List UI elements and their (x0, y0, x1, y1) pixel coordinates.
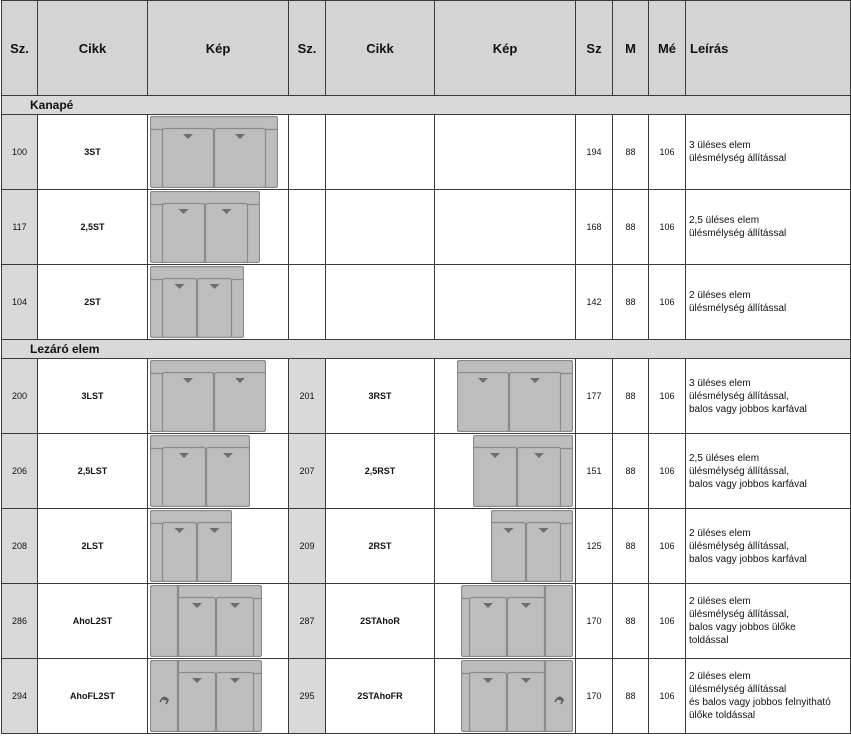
description (686, 659, 851, 734)
image-wrap (437, 585, 573, 657)
item-code-2 (326, 265, 435, 340)
depth-value: 106 (649, 584, 686, 659)
width-value: 168 (576, 190, 613, 265)
item-image-2 (435, 115, 576, 190)
width-value: 125 (576, 509, 613, 584)
description-line: ülésmélység állítással (689, 684, 787, 695)
sofa-top-view-icon (150, 116, 278, 188)
width-value: 194 (576, 115, 613, 190)
table-row (2, 509, 851, 584)
description (686, 434, 851, 509)
item-number-2: 295 (289, 659, 326, 734)
section-title: Kanapé (2, 96, 851, 115)
description-line: balos vagy jobbos karfával (689, 478, 807, 490)
item-number: 286 (2, 584, 38, 659)
header-row (2, 1, 851, 96)
sofa-top-view-icon (150, 360, 266, 432)
item-image (148, 509, 289, 584)
image-wrap (150, 116, 286, 188)
item-code: 2LST (38, 509, 148, 584)
description-line: ülésmélység állítással, (689, 465, 790, 477)
item-image-2 (435, 359, 576, 434)
depth-value: 106 (649, 509, 686, 584)
table-body (2, 96, 851, 734)
item-number-2 (289, 190, 326, 265)
header-width: Sz (576, 1, 613, 96)
sofa-top-view-icon (457, 360, 573, 432)
width-value: 151 (576, 434, 613, 509)
item-number-2: 201 (289, 359, 326, 434)
item-code-2: 2RST (326, 509, 435, 584)
header-sz2: Sz. (289, 1, 326, 96)
description-line: balos vagy jobbos karfával (689, 553, 807, 565)
sofa-top-view-icon (150, 660, 262, 732)
description (686, 265, 851, 340)
image-wrap (150, 585, 286, 657)
image-wrap (150, 435, 286, 507)
width-value: 170 (576, 659, 613, 734)
item-image-2 (435, 584, 576, 659)
item-image-2 (435, 434, 576, 509)
description-line: 2,5 üléses elem (689, 215, 760, 226)
item-code-2: 2,5RST (326, 434, 435, 509)
table-row (2, 584, 851, 659)
depth-value: 106 (649, 659, 686, 734)
image-wrap (437, 435, 573, 507)
header-cikk: Cikk (38, 1, 148, 96)
image-wrap (437, 116, 573, 188)
item-number: 117 (2, 190, 38, 265)
height-value: 88 (613, 359, 649, 434)
table-row (2, 434, 851, 509)
description-line: ülésmélység állítással (689, 228, 787, 239)
height-value: 88 (613, 509, 649, 584)
depth-value: 106 (649, 359, 686, 434)
header-sz: Sz. (2, 1, 38, 96)
item-code-2 (326, 190, 435, 265)
item-number: 100 (2, 115, 38, 190)
sofa-top-view-icon (461, 660, 573, 732)
description-line: 3 üléses elem (689, 377, 751, 389)
item-number: 208 (2, 509, 38, 584)
header-description: Leírás (686, 1, 851, 96)
sofa-top-view-icon (150, 510, 232, 582)
image-wrap (150, 510, 286, 582)
table-row (2, 659, 851, 734)
description (686, 190, 851, 265)
description-line: ülésmélység állítással (689, 303, 787, 314)
section-row (2, 340, 851, 359)
height-value: 88 (613, 265, 649, 340)
item-code-2: 3RST (326, 359, 435, 434)
image-wrap (437, 266, 573, 338)
height-value: 88 (613, 434, 649, 509)
height-value: 88 (613, 584, 649, 659)
width-value: 177 (576, 359, 613, 434)
item-number: 206 (2, 434, 38, 509)
description-line: 2,5 üléses elem (689, 452, 760, 464)
description-line: balos vagy jobbos karfával (689, 403, 807, 415)
table-row (2, 190, 851, 265)
sofa-top-view-icon (491, 510, 573, 582)
sofa-top-view-icon (150, 435, 250, 507)
description-line: ülésmélység állítással (689, 153, 787, 164)
description-line: balos vagy jobbos ülőke (689, 622, 796, 633)
depth-value: 106 (649, 190, 686, 265)
item-code-2 (326, 115, 435, 190)
item-code: 2,5ST (38, 190, 148, 265)
item-image (148, 659, 289, 734)
image-wrap (437, 510, 573, 582)
depth-value: 106 (649, 115, 686, 190)
item-code: 3LST (38, 359, 148, 434)
sofa-top-view-icon (150, 266, 244, 338)
item-code-2: 2STAhoFR (326, 659, 435, 734)
item-image-2 (435, 509, 576, 584)
height-value: 88 (613, 659, 649, 734)
item-number: 200 (2, 359, 38, 434)
width-value: 170 (576, 584, 613, 659)
item-code: 3ST (38, 115, 148, 190)
item-image (148, 359, 289, 434)
description-line: toldással (689, 635, 729, 646)
image-wrap (437, 360, 573, 432)
description-line: 2 üléses elem (689, 290, 751, 301)
item-image (148, 190, 289, 265)
header-kep: Kép (148, 1, 289, 96)
item-number: 294 (2, 659, 38, 734)
product-table (1, 0, 851, 734)
description-line: 2 üléses elem (689, 596, 751, 607)
item-image-2 (435, 659, 576, 734)
item-image (148, 434, 289, 509)
image-wrap (150, 191, 286, 263)
description-line: ülőke toldással (689, 710, 756, 721)
description-line: 2 üléses elem (689, 671, 751, 682)
description-line: ülésmélység állítással, (689, 609, 790, 620)
description (686, 509, 851, 584)
description-line: 3 üléses elem (689, 140, 751, 151)
sofa-top-view-icon (473, 435, 573, 507)
header-height: M (613, 1, 649, 96)
description (686, 584, 851, 659)
sofa-top-view-icon (461, 585, 573, 657)
header-kep2: Kép (435, 1, 576, 96)
depth-value: 106 (649, 434, 686, 509)
item-image-2 (435, 265, 576, 340)
item-image (148, 115, 289, 190)
item-number-2 (289, 115, 326, 190)
sofa-top-view-icon (150, 191, 260, 263)
image-wrap (150, 360, 286, 432)
table-row (2, 115, 851, 190)
table-row (2, 359, 851, 434)
description-line: 2 üléses elem (689, 527, 751, 539)
depth-value: 106 (649, 265, 686, 340)
height-value: 88 (613, 190, 649, 265)
item-image (148, 584, 289, 659)
header-depth: Mé (649, 1, 686, 96)
item-number-2 (289, 265, 326, 340)
item-number-2: 207 (289, 434, 326, 509)
item-code: AhoFL2ST (38, 659, 148, 734)
description-line: ülésmélység állítással, (689, 540, 790, 552)
item-code: 2,5LST (38, 434, 148, 509)
item-code: AhoL2ST (38, 584, 148, 659)
item-number: 104 (2, 265, 38, 340)
sofa-top-view-icon (150, 585, 262, 657)
image-wrap (437, 191, 573, 263)
item-number-2: 209 (289, 509, 326, 584)
item-code: 2ST (38, 265, 148, 340)
section-row (2, 96, 851, 115)
item-image-2 (435, 190, 576, 265)
description-line: ülésmélység állítással, (689, 390, 790, 402)
image-wrap (150, 266, 286, 338)
description (686, 359, 851, 434)
image-wrap (150, 660, 286, 732)
table-row (2, 265, 851, 340)
item-number-2: 287 (289, 584, 326, 659)
item-image (148, 265, 289, 340)
description (686, 115, 851, 190)
height-value: 88 (613, 115, 649, 190)
image-wrap (437, 660, 573, 732)
header-cikk2: Cikk (326, 1, 435, 96)
section-title: Lezáró elem (2, 340, 851, 359)
item-code-2: 2STAhoR (326, 584, 435, 659)
width-value: 142 (576, 265, 613, 340)
description-line: és balos vagy jobbos felnyitható (689, 697, 831, 708)
